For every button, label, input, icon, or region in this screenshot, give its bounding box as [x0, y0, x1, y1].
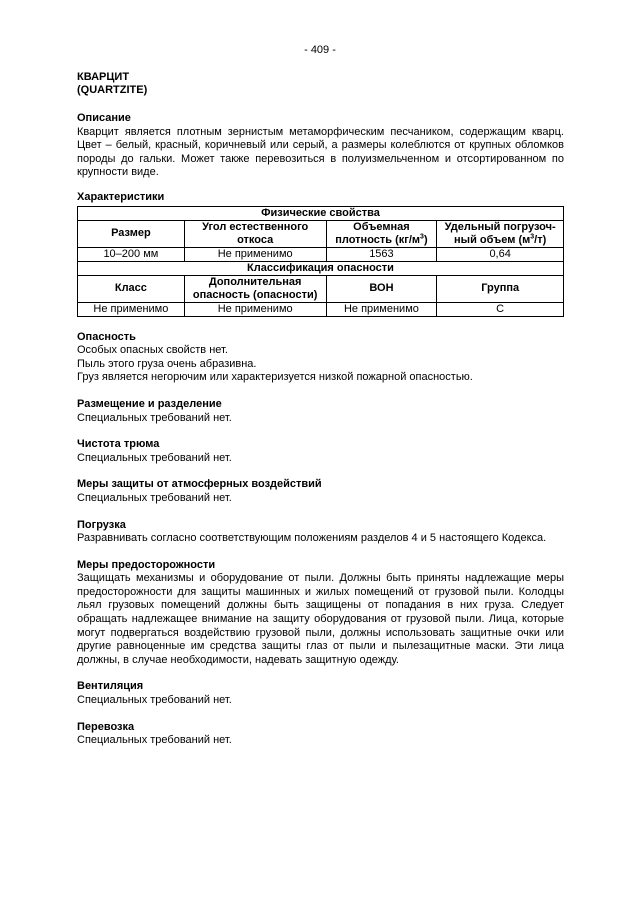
cargo-title-english: (QUARTZITE) — [77, 84, 148, 96]
carriage-heading: Перевозка — [77, 720, 135, 733]
header-class: Класс — [78, 275, 185, 302]
value-bulk-density: 1563 — [326, 247, 437, 261]
stowage-segregation-text: Специальных требований нет. — [77, 411, 232, 424]
value-stowage-factor: 0,64 — [437, 247, 564, 261]
physical-properties-title: Физические свойства — [78, 206, 564, 220]
carriage-text: Специальных требований нет. — [77, 734, 232, 747]
loading-section — [77, 519, 564, 546]
loading-heading: Погрузка — [77, 518, 126, 531]
header-size: Размер — [78, 220, 185, 247]
value-group: С — [437, 302, 564, 316]
precautions-heading: Меры предосторожности — [77, 558, 216, 571]
value-class: Не применимо — [78, 302, 185, 316]
weather-precautions-heading: Меры защиты от атмосферных воздействий — [77, 478, 322, 491]
hold-cleanliness-text: Специальных требований нет. — [77, 451, 232, 464]
characteristics-section — [77, 191, 564, 317]
header-stowage-factor: Удельный погрузоч-ный объем $(м^3/т)$ — [437, 220, 564, 247]
stowage-segregation-section — [77, 398, 564, 425]
hold-cleanliness-section — [77, 438, 564, 465]
header-angle-of-repose: Угол естественного откоса — [184, 220, 326, 247]
hold-cleanliness-heading: Чистота трюма — [77, 438, 160, 451]
value-mhb: Не применимо — [326, 302, 437, 316]
value-angle-of-repose: Не применимо — [184, 247, 326, 261]
hazard-line: Груз является негорючим или характеризуется низкой пожарной опасностью. — [77, 371, 473, 384]
ventilation-section — [77, 680, 564, 707]
document-body — [77, 71, 564, 748]
header-bulk-density: Объемная плотность $(кг/м^3)$ — [326, 220, 437, 247]
ventilation-text: Специальных требований нет. — [77, 694, 232, 707]
cargo-title: КВАРЦИТ — [77, 71, 130, 83]
page-number: - 409 - — [304, 44, 336, 56]
loading-text: Разравнивать согласно соответствующим положениям разделов 4 и 5 настоящего Кодекса. — [77, 532, 547, 545]
hazard-section — [77, 331, 564, 385]
description-section — [77, 112, 564, 180]
hazard-line: Пыль этого груза очень абразивна. — [77, 357, 257, 370]
precautions-text: Защищать механизмы и оборудование от пыли. Должны быть приняты надлежащие меры предосторожности для защиты машинных и жилых помещений от грузовой пыли. Колодцы льял грузовых помещений должны быть защищены от попадания в них груза. Следует обращать надлежащее внимание на защиту оборудования от грузовой пыли. Лица, которые могут подвергаться воздействию грузовой пыли, должны использовать защитные очки или другие равноценные им средства защиты глаз от пыли и пылезащитные маски. Эти лица должны, в случае необходимости, надевать защитную одежду. — [77, 572, 564, 666]
precautions-section — [77, 559, 564, 668]
weather-precautions-section — [77, 478, 564, 505]
hazard-classification-title: Классификация опасности — [78, 261, 564, 275]
hazard-heading: Опасность — [77, 330, 136, 343]
description-heading: Описание — [77, 112, 131, 124]
header-group: Группа — [437, 275, 564, 302]
hazard-line: Особых опасных свойств нет. — [77, 344, 228, 357]
stowage-segregation-heading: Размещение и разделение — [77, 397, 222, 410]
carriage-section — [77, 721, 564, 748]
description-text: Кварцит является плотным зернистым метаморфическим песчаником, содержащим кварц. Цвет – белый, красный, коричневый или серый, а размеры колеблются от крупных обломков породы до гальки. Может также перевозиться в полуизмельченном и отсортированном по крупности виде. — [77, 125, 564, 179]
ventilation-heading: Вентиляция — [77, 680, 144, 693]
header-mhb: ВОН — [326, 275, 437, 302]
characteristics-table — [77, 206, 564, 317]
value-subsidiary-risk: Не применимо — [184, 302, 326, 316]
weather-precautions-text: Специальных требований нет. — [77, 491, 232, 504]
value-size: 10–200 мм — [78, 247, 185, 261]
characteristics-heading: Характеристики — [77, 190, 165, 203]
header-subsidiary-risk: Дополнительная опасность (опасности) — [184, 275, 326, 302]
